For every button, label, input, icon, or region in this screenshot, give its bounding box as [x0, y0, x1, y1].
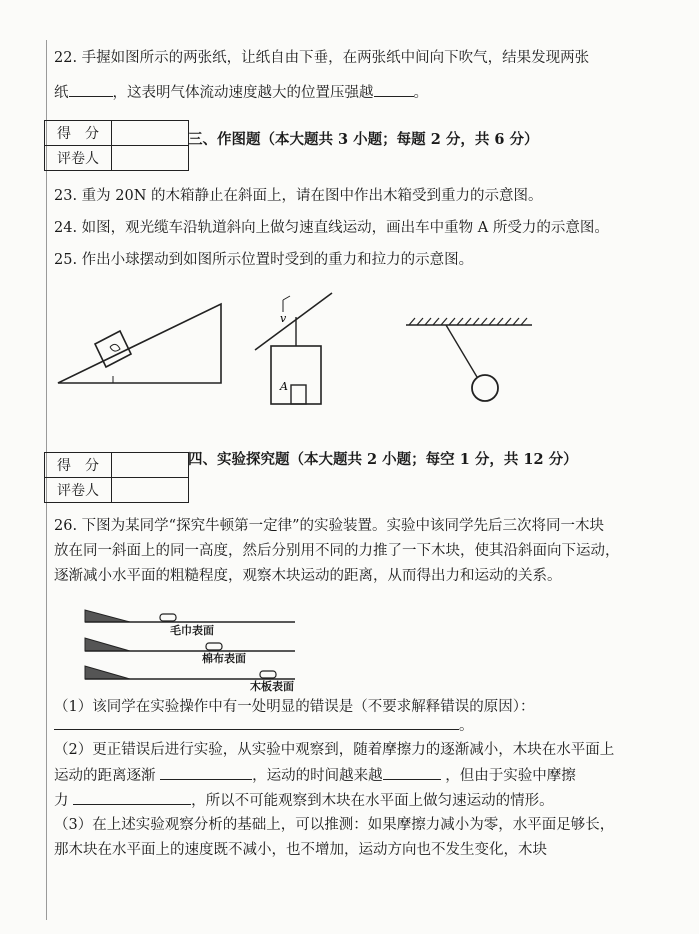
q26-line3: 逐渐减小水平面的粗糙程度，观察木块运动的距离，从而得出力和运动的关系。 [54, 568, 562, 584]
q22-text-b: ，这表明气体流动速度越大的位置压强越 [112, 85, 374, 101]
section3-title: 三、作图题（本大题共 3 小题；每题 2 分，共 6 分） [188, 131, 539, 148]
sub2-line3 [54, 790, 554, 811]
section4-title: 四、实验探究题（本大题共 2 小题；每空 1 分，共 12 分） [188, 451, 578, 468]
grader-label: 评卷人 [45, 146, 112, 171]
sub2-blank-1[interactable] [160, 765, 252, 780]
q25-text: 25. 作出小球摆动到如图所示位置时受到的重力和拉力的示意图。 [54, 252, 474, 268]
sub2-blank-2[interactable] [383, 765, 441, 780]
cable-car-cabin [271, 346, 321, 404]
weight-a [291, 385, 306, 404]
q22-text-c: 。 [413, 85, 428, 101]
sub2-text-c: ，但由于实验中摩擦 [445, 768, 576, 784]
score-label: 得 分 [45, 453, 112, 478]
sub2-text-a: 运动的距离逐渐 [54, 768, 156, 784]
q24-text: 24. 如图，观光缆车沿轨道斜向上做匀速直线运动，画出车中重物 A 所受力的示意图。 [54, 220, 609, 236]
sub3-line1: （3）在上述实验观察分析的基础上，可以推测：如果摩擦力减小为零，水平面足够长， [54, 817, 615, 833]
sub2-text-b: ，运动的时间越来越 [252, 768, 383, 784]
pendulum-ball [472, 375, 498, 401]
sub1-text: （1）该同学在实验操作中有一处明显的错误是（不要求解释错误的原因）： [54, 699, 535, 715]
sub1-answer-line [54, 715, 474, 736]
q22-line1: 22. 手握如图所示的两张纸，让纸自由下垂，在两张纸中间向下吹气，结果发现两张 [54, 50, 590, 66]
velocity-label: v [280, 312, 287, 325]
cable-car-figure [255, 293, 332, 404]
sub1-blank[interactable] [54, 715, 459, 730]
q22-text-a: 纸 [54, 85, 69, 101]
sub2-blank-3[interactable] [73, 790, 191, 805]
sub2-line2 [54, 765, 576, 786]
pendulum-figure [406, 318, 532, 401]
surface-label-cotton: 棉布表面 [202, 652, 246, 665]
q26-line1: 26. 下图为某同学“探究牛顿第一定律”的实验装置。实验中该同学先后三次将同一木块 [54, 518, 604, 534]
weight-a-label: A [280, 380, 288, 393]
q26-line2: 放在同一斜面上的同一高度，然后分别用不同的力推了一下木块，使其沿斜面向下运动， [54, 543, 620, 559]
grader-cell[interactable] [112, 478, 189, 503]
grader-label: 评卷人 [45, 478, 112, 503]
sub2-line1: （2）更正错误后进行实验，从实验中观察到，随着摩擦力的逐渐减小，木块在水平面上 [54, 742, 615, 758]
grading-box-section4 [44, 452, 189, 503]
sub2-text-e: ，所以不可能观察到木块在水平面上做匀速运动的情形。 [191, 793, 554, 809]
score-cell[interactable] [112, 453, 189, 478]
sub1-end: 。 [459, 718, 474, 734]
surface-label-wood: 木板表面 [250, 680, 294, 693]
sub3-line2: 那木块在水平面上的速度既不减小，也不增加，运动方向也不发生变化，木块 [54, 842, 547, 858]
incline-figure [58, 304, 221, 383]
sub2-text-d: 力 [54, 793, 69, 809]
surface-label-towel: 毛巾表面 [170, 624, 214, 637]
q23-text: 23. 重为 20N 的木箱静止在斜面上，请在图中作出木箱受到重力的示意图。 [54, 188, 543, 204]
score-label: 得 分 [45, 121, 112, 146]
